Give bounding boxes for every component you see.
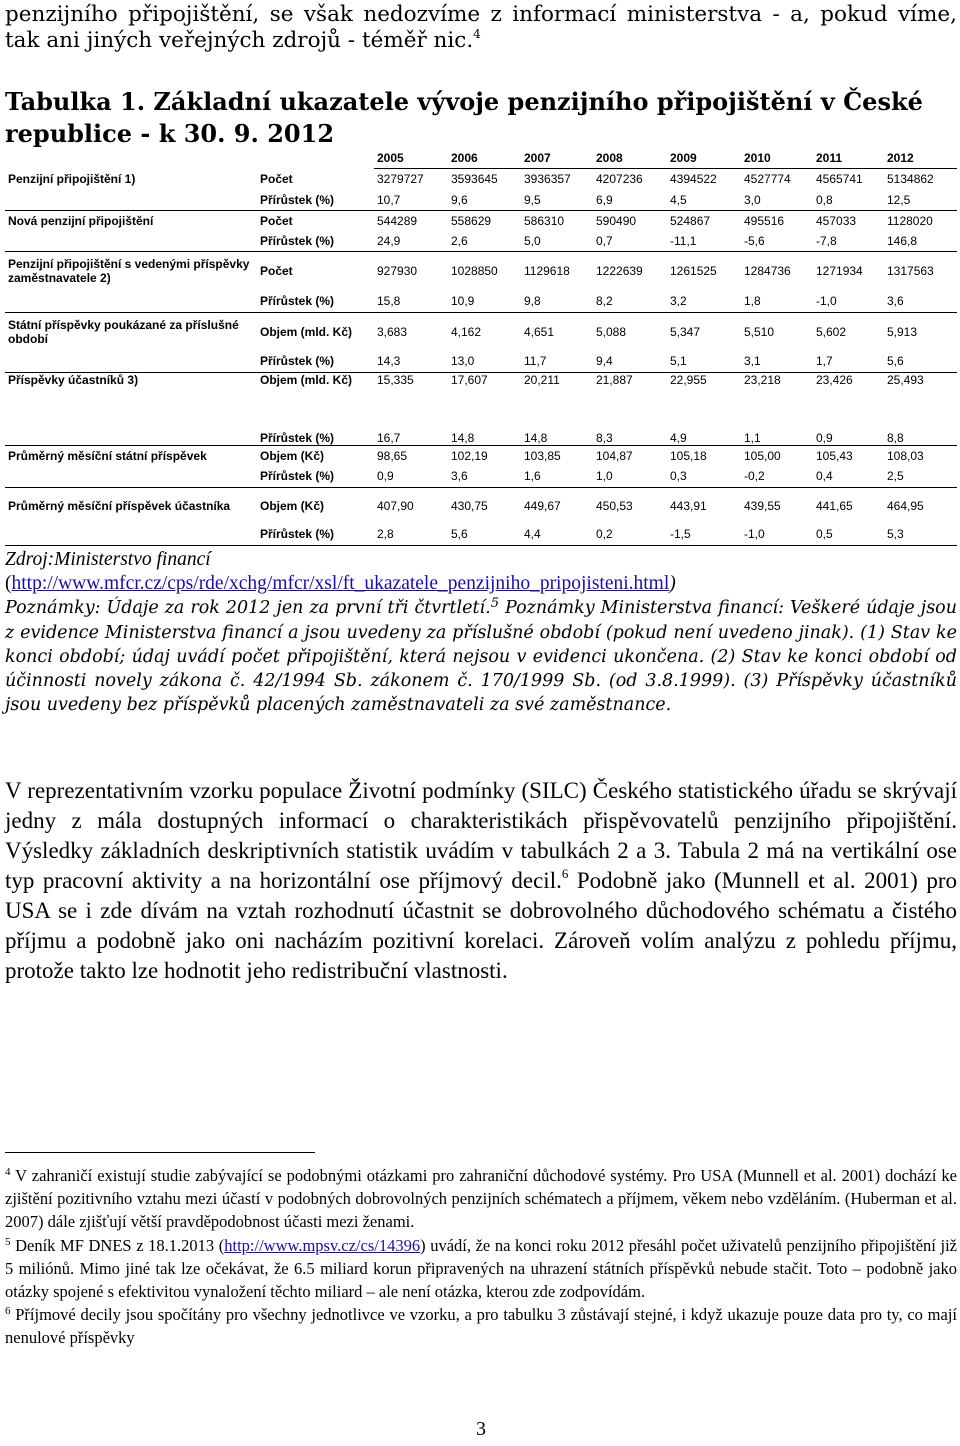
table-cell: 5,347 — [670, 324, 701, 339]
year-header: 2005 — [374, 148, 448, 169]
table-header-row — [5, 148, 957, 169]
row-unit: Objem (mld. Kč) — [260, 324, 353, 339]
body-text-2: Podobně jako (Munnell et al. 2001) pro USA se i zde dívám na vztah rozhodnutí účastnit se dobrovolného důchodového schématu a čistého příjmu a podobně jako oni nacházím pozitivní korelaci. Zároveň volím analýzu z pohledu příjmu, protože takto lze hodnotit jeho redistribuční vlastnosti. — [5, 868, 957, 983]
table-cell: 586310 — [524, 213, 565, 228]
table-cell: 104,87 — [596, 448, 633, 463]
table-cell: 10,9 — [448, 290, 521, 313]
table-cell: 464,95 — [887, 498, 924, 513]
table-cell: 4,162 — [451, 324, 482, 339]
source-link[interactable]: http://www.mfcr.cz/cps/rde/xchg/mfcr/xsl/ft_ukazatele_penzijniho_pripojisteni.html — [11, 573, 670, 595]
row-label — [5, 231, 257, 252]
table-cell: 23,218 — [744, 372, 781, 387]
source-link-line: (http://www.mfcr.cz/cps/rde/xchg/mfcr/xsl/ft_ukazatele_penzijniho_pripojisteni.html) — [5, 573, 676, 595]
table-cell: 443,91 — [670, 498, 707, 513]
table-row — [5, 487, 957, 524]
table-cell: 3593645 — [451, 172, 498, 187]
table-cell: 4565741 — [816, 172, 863, 187]
table-cell: 0,5 — [813, 524, 884, 546]
table-cell: 1222639 — [596, 263, 643, 278]
table-cell: 0,4 — [813, 466, 884, 488]
table-cell: 2,6 — [448, 231, 521, 252]
table-cell: 14,8 — [448, 407, 521, 446]
table-cell: 544289 — [377, 213, 418, 228]
table-cell: 105,00 — [744, 448, 781, 463]
table-cell: 146,8 — [884, 231, 957, 252]
table-cell: 9,8 — [521, 290, 593, 313]
table-cell: 450,53 — [596, 498, 633, 513]
table-cell: 25,493 — [887, 372, 924, 387]
table-cell: 1129618 — [524, 263, 570, 278]
row-unit: Přírůstek (%) — [257, 290, 374, 313]
table-row — [5, 466, 957, 488]
table-row — [5, 445, 957, 466]
footnotes — [5, 1164, 957, 1350]
table-cell: 5,0 — [521, 231, 593, 252]
row-unit: Přírůstek (%) — [257, 524, 374, 546]
table-cell: 105,18 — [670, 448, 707, 463]
table-cell: 9,5 — [521, 190, 593, 211]
table-cell: 407,90 — [377, 498, 414, 513]
table-row — [5, 210, 957, 231]
table-cell: 2,5 — [884, 466, 957, 488]
header-empty-cell — [257, 148, 374, 169]
table-cell: 0,9 — [374, 466, 448, 488]
table-cell: 103,85 — [524, 448, 561, 463]
table-cell: 5,3 — [884, 524, 957, 546]
row-label: Penzijní připojištění s vedenými příspěvky zaměstnavatele 2) — [8, 256, 250, 285]
table-cell: -1,0 — [813, 290, 884, 313]
row-label: Příspěvky účastníků 3) — [8, 372, 139, 387]
table-cell: 5,602 — [816, 324, 847, 339]
table-cell: 20,211 — [524, 372, 560, 387]
table-row — [5, 407, 957, 446]
table-cell: 15,335 — [377, 372, 414, 387]
row-label — [5, 407, 257, 446]
footnote-6-number: 6 — [5, 1305, 11, 1318]
row-label — [5, 524, 257, 546]
year-header: 2012 — [884, 148, 957, 169]
source-label: Zdroj:Ministerstvo financí — [5, 549, 211, 570]
footnote-5-text-a: Deník MF DNES z 18.1.2013 ( — [10, 1235, 225, 1255]
table-cell: 3,6 — [884, 290, 957, 313]
table-cell: 21,887 — [596, 372, 633, 387]
row-label — [5, 290, 257, 313]
footnote-6-text: Příjmové decily jsou spočítány pro všechny jednotlivce ve vzorku, a pro tabulku 3 zůstávají stejné, i když ukazuje pouze data pro ty, co mají nenulové příspěvky — [5, 1305, 957, 1348]
table-cell: 13,0 — [448, 351, 521, 373]
table-cell: -7,8 — [813, 231, 884, 252]
row-unit: Přírůstek (%) — [257, 466, 374, 488]
table-cell: 3936357 — [524, 172, 571, 187]
table-cell: 524867 — [670, 213, 711, 228]
table-cell: 5134862 — [887, 172, 934, 187]
table-cell: 8,8 — [884, 407, 957, 446]
pension-indicators-table — [5, 148, 957, 546]
row-unit: Počet — [260, 172, 293, 186]
footnote-5-link[interactable]: http://www.mpsv.cz/cs/14396 — [224, 1235, 421, 1255]
table-title: Tabulka 1. Základní ukazatele vývoje penzijního připojištění v České republice - k 30. 9. 2012 — [5, 87, 923, 148]
footnote-ref-5[interactable]: 5 — [490, 596, 499, 612]
table-cell: 0,3 — [667, 466, 741, 488]
row-label: Penzijní připojištění 1) — [8, 172, 136, 186]
table-cell: 16,7 — [374, 407, 448, 446]
table-cell: 15,8 — [374, 290, 448, 313]
table-cell: 3279727 — [377, 172, 424, 187]
table-cell: 9,4 — [593, 351, 667, 373]
table-cell: 11,7 — [521, 351, 593, 373]
table-cell: 22,955 — [670, 372, 707, 387]
table-cell: 4394522 — [670, 172, 717, 187]
table-cell: 439,55 — [744, 498, 781, 513]
table-cell: 2,8 — [374, 524, 448, 546]
page-number: 3 — [476, 1418, 486, 1440]
table-cell: 927930 — [377, 263, 418, 278]
table-cell: 0,7 — [593, 231, 667, 252]
table-cell: 105,43 — [816, 448, 853, 463]
body-paragraph — [5, 776, 957, 986]
table-cell: 3,0 — [741, 190, 813, 211]
row-label: Státní příspěvky poukázané za příslušné období — [8, 317, 239, 346]
table-cell: 1271934 — [816, 263, 863, 278]
table-cell: 441,65 — [816, 498, 853, 513]
table-cell: 10,7 — [374, 190, 448, 211]
table-cell: 108,03 — [887, 448, 924, 463]
table-cell: 558629 — [451, 213, 492, 228]
table-cell: 5,913 — [887, 324, 918, 339]
row-label: Průměrný měsíční státní příspěvek — [8, 448, 207, 463]
notes-part-b: Poznámky Ministerstva financí: Veškeré údaje jsou z evidence Ministerstva financí a jsou uvedeny za příslušné období (pokud není uvedeno jinak). (1) Stav ke konci období; údaj uvádí počet připojištění, která nejsou v evidenci ukončena. (2) Stav ke konci období od účinnosti novely zákona č. 42/1994 Sb. zákonem č. 170/1999 Sb. (od 3.8.1999). (3) Příspěvky účastníků jsou uvedeny bez příspěvků placených zaměstnavateli za své zaměstnance. — [5, 598, 957, 716]
table-cell: 8,3 — [593, 407, 667, 446]
table-cell: 1,1 — [741, 407, 813, 446]
table-cell: 12,5 — [884, 190, 957, 211]
table-row — [5, 231, 957, 252]
table-cell: 5,6 — [884, 351, 957, 373]
table-cell: 9,6 — [448, 190, 521, 211]
footnote-5 — [5, 1234, 957, 1304]
row-unit: Objem (Kč) — [260, 448, 325, 463]
row-label: Průměrný měsíční příspěvek účastníka — [8, 498, 231, 513]
table-cell: 1317563 — [887, 263, 934, 278]
table-cell: 4,651 — [524, 324, 555, 339]
body-text-1: V reprezentativním vzorku populace Životní podmínky (SILC) Českého statistického úřadu se skrývají jedny z mála dostupných informací o charakteristikách přispěvovatelů penzijního připojištění. Výsledky základních deskriptivních statistik uvádím v tabulkách 2 a 3. Tabula 2 má na vertikální ose typ pracovní aktivity a na horizontální ose příjmový decil. — [5, 778, 957, 893]
footnote-ref-4[interactable]: 4 — [473, 27, 481, 41]
table-cell: -1,5 — [667, 524, 741, 546]
footnote-4-number: 4 — [5, 1166, 11, 1178]
table-notes — [5, 596, 957, 717]
footnote-ref-6[interactable]: 6 — [561, 866, 569, 881]
table-cell: 1,0 — [593, 466, 667, 488]
table-cell: 590490 — [596, 213, 637, 228]
row-unit: Přírůstek (%) — [257, 231, 374, 252]
table-cell: 1128020 — [887, 213, 933, 228]
lead-text: penzijního připojištění, se však nedozvíme z informací ministerstva - a, pokud víme, tak ani jiných veřejných zdrojů - téměř nic. — [5, 2, 957, 53]
table-cell: 1028850 — [451, 263, 498, 278]
row-unit: Objem (mld. Kč) — [260, 372, 353, 387]
table-cell: 6,9 — [593, 190, 667, 211]
footnote-5-text-b: ) uvádí, že na konci roku 2012 přesáhl počet uživatelů penzijního připojištění již 5 miliónů. Mimo jiné tak lze očekávat, že 6.5 miliard korun připravených na uhrazení státních příspěvků nebude stačit. Toto – podobně jako otázky spojené s efektivitou vynaložení těchto miliard – ale není otázka, kterou zde zodpovídám. — [5, 1235, 957, 1302]
row-unit: Počet — [260, 213, 293, 228]
footnote-6 — [5, 1303, 957, 1349]
table-cell: 0,9 — [813, 407, 884, 446]
table-row — [5, 251, 957, 290]
table-cell: 0,2 — [593, 524, 667, 546]
table-cell: 23,426 — [816, 372, 853, 387]
row-label: Nová penzijní připojištění — [8, 213, 154, 228]
table-cell: 3,1 — [741, 351, 813, 373]
row-label — [5, 351, 257, 373]
footnote-5-number: 5 — [5, 1235, 11, 1248]
year-header: 2010 — [741, 148, 813, 169]
table-cell: 457033 — [816, 213, 857, 228]
row-unit: Přírůstek (%) — [257, 351, 374, 373]
table-row — [5, 290, 957, 313]
table-cell: 98,65 — [377, 448, 408, 463]
year-header: 2011 — [813, 148, 884, 169]
table-cell: 5,6 — [448, 524, 521, 546]
row-unit: Počet — [260, 263, 293, 278]
table-cell: 4,5 — [667, 190, 741, 211]
lead-paragraph — [5, 2, 957, 54]
table-cell: 5,1 — [667, 351, 741, 373]
table-source-notes — [5, 548, 957, 717]
table-row — [5, 312, 957, 351]
table-cell: 8,2 — [593, 290, 667, 313]
row-unit: Objem (Kč) — [260, 498, 325, 513]
table-cell: 4207236 — [596, 172, 643, 187]
table-cell: 3,6 — [448, 466, 521, 488]
table-cell: 5,088 — [596, 324, 627, 339]
table-cell: 4,9 — [667, 407, 741, 446]
table-cell: 430,75 — [451, 498, 488, 513]
table-cell: 1284736 — [744, 263, 791, 278]
footnote-separator — [5, 1152, 315, 1153]
table-cell: 1,6 — [521, 466, 593, 488]
table-row — [5, 524, 957, 546]
footnote-4 — [5, 1164, 957, 1234]
table-cell: 495516 — [744, 213, 785, 228]
table-cell: 1261525 — [670, 263, 717, 278]
table-cell: 24,9 — [374, 231, 448, 252]
table-row — [5, 351, 957, 373]
year-header: 2009 — [667, 148, 741, 169]
table-row — [5, 169, 957, 190]
year-header: 2006 — [448, 148, 521, 169]
table-cell: 449,67 — [524, 498, 561, 513]
table-cell: 1,8 — [741, 290, 813, 313]
row-unit: Přírůstek (%) — [257, 190, 374, 211]
table-cell: 102,19 — [451, 448, 488, 463]
year-header: 2007 — [521, 148, 593, 169]
table-cell: 17,607 — [451, 372, 488, 387]
row-label — [5, 466, 257, 488]
table-cell: -5,6 — [741, 231, 813, 252]
table-cell: 14,8 — [521, 407, 593, 446]
table-cell: 3,2 — [667, 290, 741, 313]
table-cell: 4,4 — [521, 524, 593, 546]
table-cell: -11,1 — [667, 231, 741, 252]
notes-part-a: Poznámky: Údaje za rok 2012 jen za první tři čtvrtletí. — [5, 598, 491, 619]
table-cell: 3,683 — [377, 324, 408, 339]
footnote-4-text: V zahraničí existují studie zabývající se podobnými otázkami pro zahraniční důchodové systémy. Pro USA (Munnell et al. 2001) dochází ke zjištění pozitivního vztahu mezi účastí v podobných dobrovolných penzijních schématech a příjmem, věkem nebo vzděláním. (Huberman et al. 2007) dále zjišťují větší pravděpodobnost účasti mezi ženami. — [5, 1166, 957, 1232]
table-cell: -0,2 — [741, 466, 813, 488]
table-cell: 5,510 — [744, 324, 775, 339]
table-cell: 14,3 — [374, 351, 448, 373]
table-cell: 4527774 — [744, 172, 791, 187]
row-label — [5, 190, 257, 211]
table-cell: -1,0 — [741, 524, 813, 546]
year-header: 2008 — [593, 148, 667, 169]
header-empty-cell — [5, 148, 257, 169]
table-cell: 0,8 — [813, 190, 884, 211]
table-cell: 1,7 — [813, 351, 884, 373]
row-unit: Přírůstek (%) — [257, 407, 374, 446]
table-row — [5, 372, 957, 407]
table-row — [5, 190, 957, 211]
